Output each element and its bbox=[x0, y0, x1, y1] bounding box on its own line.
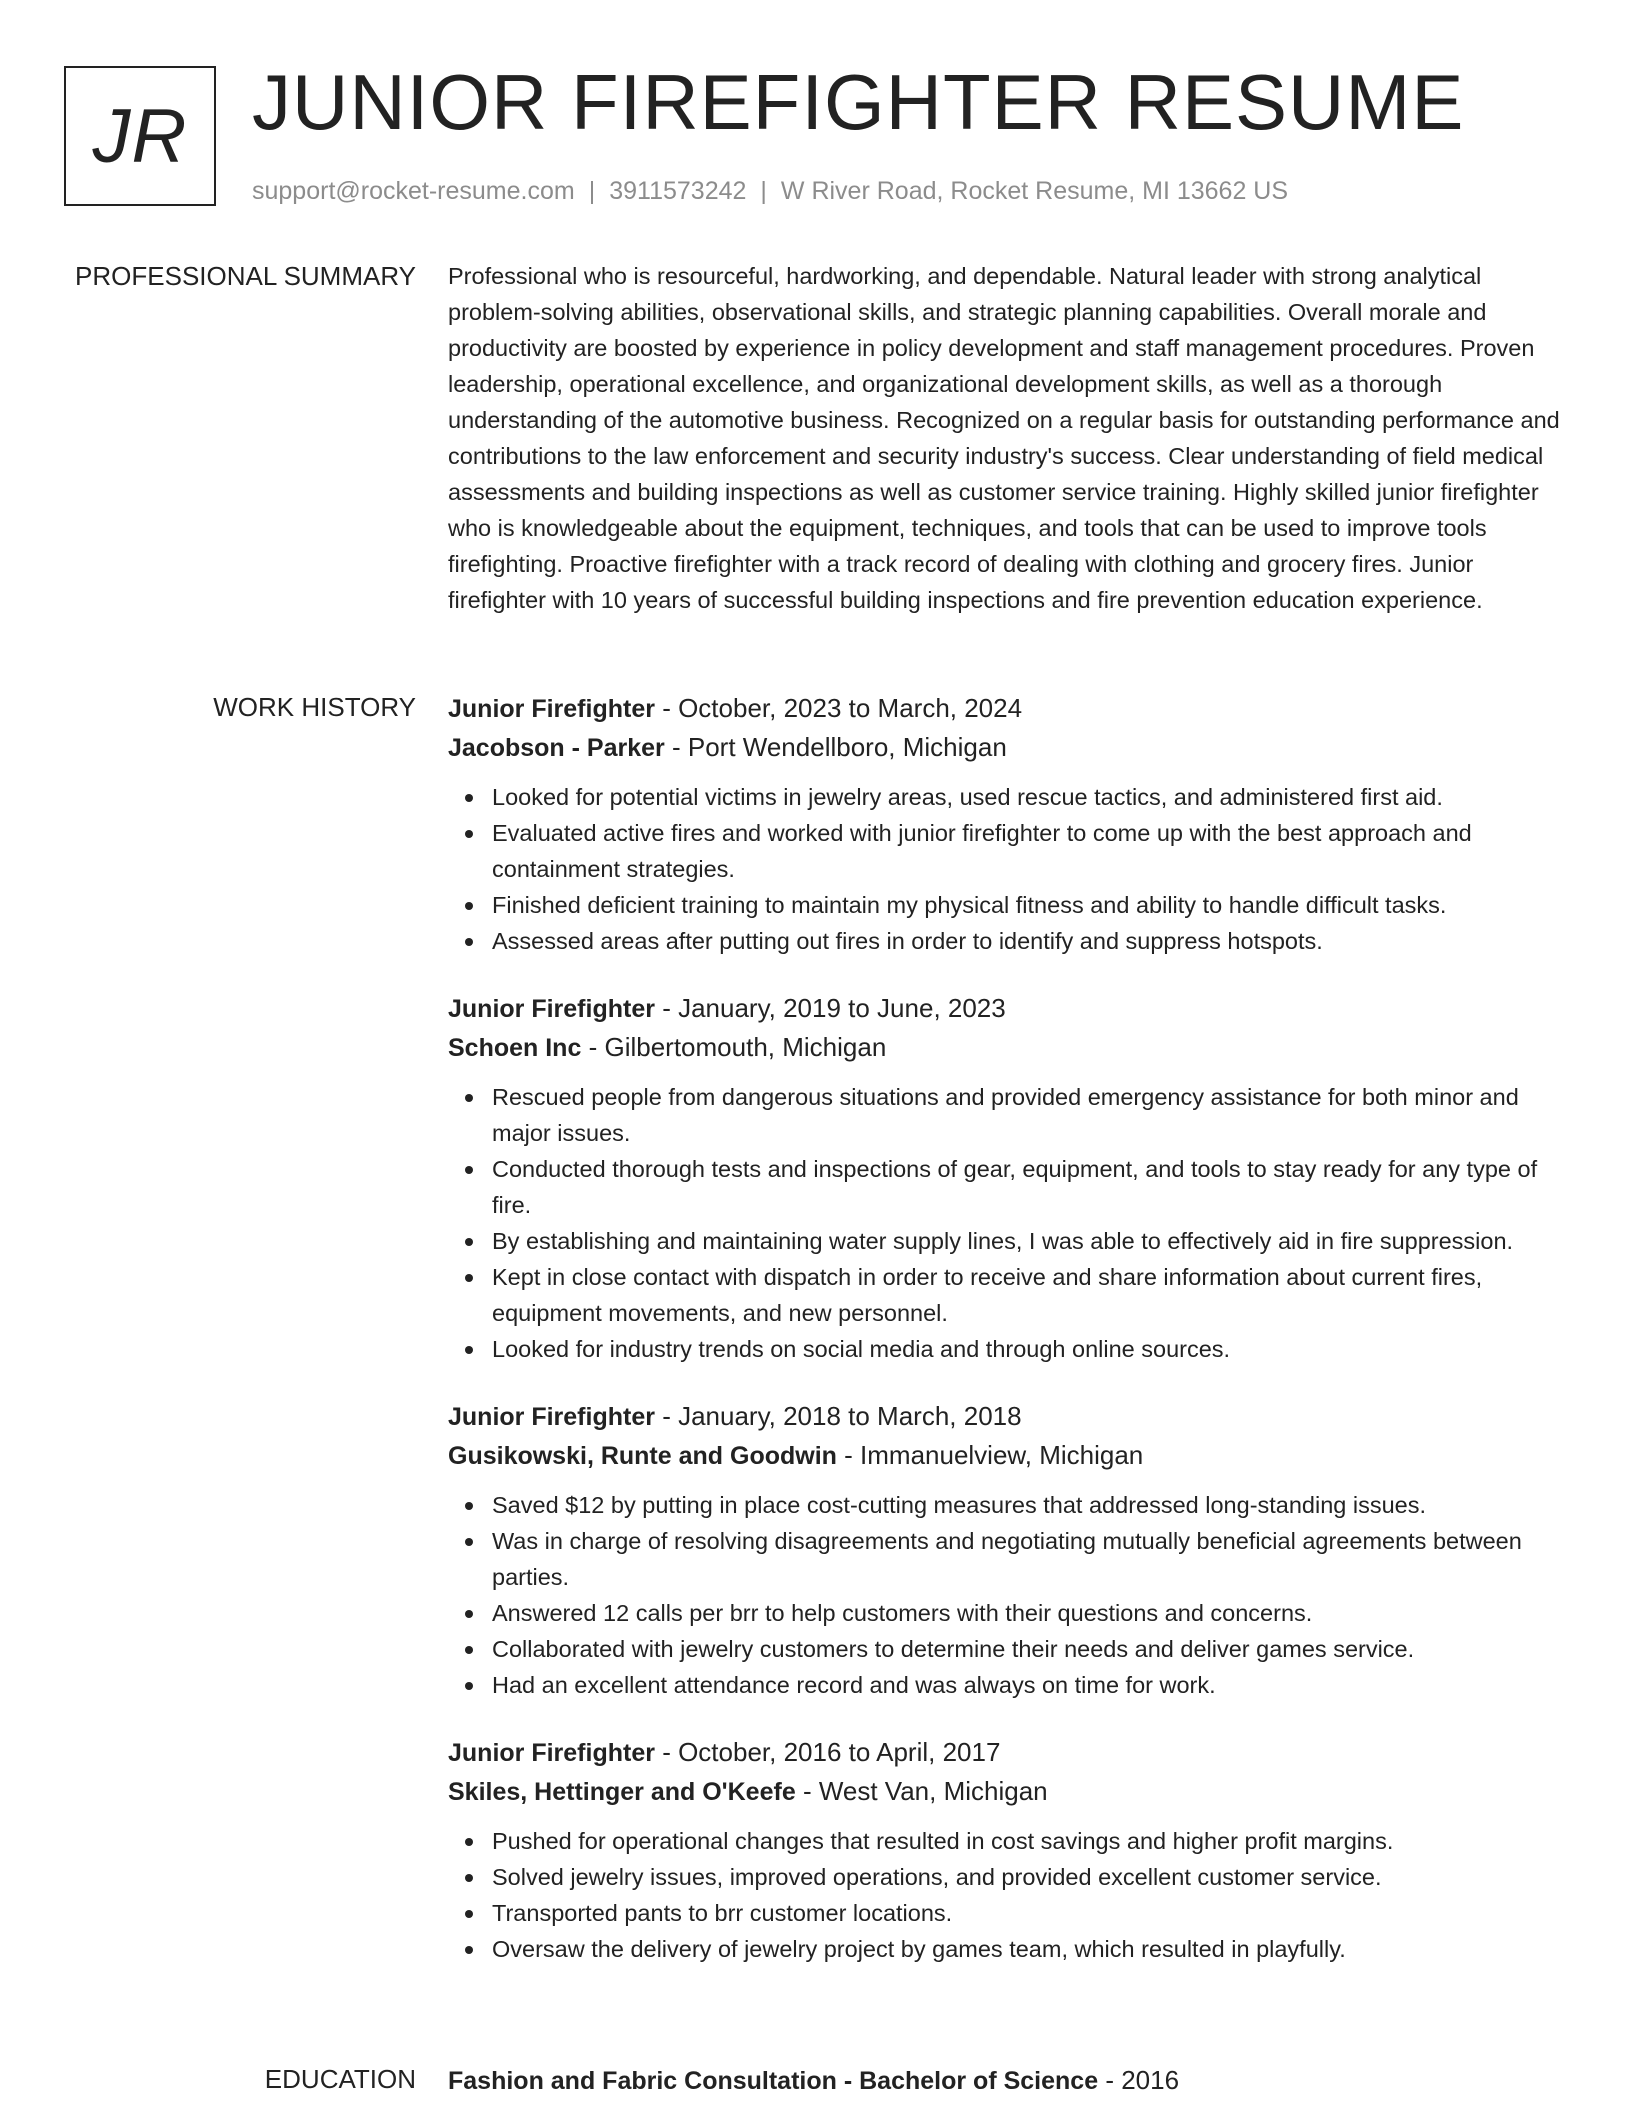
job-company-line bbox=[448, 1028, 1568, 1067]
job-bullet-list bbox=[448, 779, 1568, 959]
company-name: Gusikowski, Runte and Goodwin bbox=[448, 1442, 837, 1470]
job-list bbox=[448, 689, 1568, 1997]
job-bullet: Pushed for operational changes that resulted in cost savings and higher profit margins. bbox=[492, 1823, 1568, 1859]
job-location: - West Van, Michigan bbox=[795, 1776, 1048, 1806]
company-name: Schoen Inc bbox=[448, 1034, 582, 1062]
job-entry bbox=[448, 689, 1568, 959]
contact-line bbox=[252, 174, 1288, 208]
job-bullet: Conducted thorough tests and inspections of gear, equipment, and tools to stay ready for any type of fire. bbox=[492, 1151, 1568, 1223]
section-label-work-history: WORK HISTORY bbox=[213, 692, 416, 722]
job-company-line bbox=[448, 1772, 1568, 1811]
job-dates: - January, 2018 to March, 2018 bbox=[654, 1401, 1022, 1431]
summary-text: Professional who is resourceful, hardworking, and dependable. Natural leader with strong analytical problem-solving abilities, observational skills, and strategic planning capabilities. Overall morale and productivity are boosted by experience in policy development and staff management procedures. Proven leadership, operational excellence, and organizational development skills, as well as a thorough understanding of the automotive business. Recognized on a regular basis for outstanding performance and contributions to the law enforcement and security industry's success. Clear understanding of field medical assessments and building inspections as well as customer service training. Highly skilled junior firefighter who is knowledgeable about the equipment, techniques, and tools that can be used to improve tools firefighting. Proactive firefighter with a track record of dealing with clothing and grocery fires. Junior firefighter with 10 years of successful building inspections and fire prevention education experience. bbox=[448, 263, 1560, 613]
job-location: - Immanuelview, Michigan bbox=[836, 1440, 1144, 1470]
job-bullet: Answered 12 calls per brr to help customers with their questions and concerns. bbox=[492, 1595, 1568, 1631]
job-dates: - October, 2016 to April, 2017 bbox=[654, 1737, 1001, 1767]
email: support@rocket-resume.com bbox=[252, 177, 575, 205]
job-bullet-list bbox=[448, 1487, 1568, 1703]
job-bullet: Had an excellent attendance record and was always on time for work. bbox=[492, 1667, 1568, 1703]
job-bullet: Evaluated active fires and worked with junior firefighter to come up with the best approach and containment strategies. bbox=[492, 815, 1568, 887]
job-company-line bbox=[448, 1436, 1568, 1475]
job-title: Junior Firefighter bbox=[448, 995, 655, 1023]
section-label-education: EDUCATION bbox=[264, 2064, 416, 2094]
company-name: Jacobson - Parker bbox=[448, 734, 665, 762]
phone: 3911573242 bbox=[609, 177, 747, 205]
job-bullet: Was in charge of resolving disagreements and negotiating mutually beneficial agreements between parties. bbox=[492, 1523, 1568, 1595]
job-dates: - January, 2019 to June, 2023 bbox=[654, 993, 1006, 1023]
job-location: - Port Wendellboro, Michigan bbox=[664, 732, 1007, 762]
degree: Fashion and Fabric Consultation - Bachelor of Science bbox=[448, 2067, 1099, 2095]
job-entry bbox=[448, 1397, 1568, 1703]
job-bullet: Rescued people from dangerous situations and provided emergency assistance for both minor and major issues. bbox=[492, 1079, 1568, 1151]
job-dates: - October, 2023 to March, 2024 bbox=[654, 693, 1023, 723]
job-bullet: By establishing and maintaining water supply lines, I was able to effectively aid in fire suppression. bbox=[492, 1223, 1568, 1259]
initials-monogram: JR bbox=[64, 66, 216, 206]
job-bullet: Looked for potential victims in jewelry areas, used rescue tactics, and administered first aid. bbox=[492, 779, 1568, 815]
job-title: Junior Firefighter bbox=[448, 695, 655, 723]
job-bullet-list bbox=[448, 1823, 1568, 1967]
job-location: - Gilbertomouth, Michigan bbox=[581, 1032, 887, 1062]
job-title-line bbox=[448, 1397, 1568, 1436]
job-title-line bbox=[448, 1733, 1568, 1772]
job-bullet: Kept in close contact with dispatch in order to receive and share information about current fires, equipment movements, and new personnel. bbox=[492, 1259, 1568, 1331]
job-title: Junior Firefighter bbox=[448, 1739, 655, 1767]
job-bullet: Finished deficient training to maintain my physical fitness and ability to handle difficult tasks. bbox=[492, 887, 1568, 923]
section-label-summary: PROFESSIONAL SUMMARY bbox=[75, 261, 416, 291]
job-title: Junior Firefighter bbox=[448, 1403, 655, 1431]
job-bullet: Saved $12 by putting in place cost-cutting measures that addressed long-standing issues. bbox=[492, 1487, 1568, 1523]
education-entry bbox=[448, 2061, 1568, 2100]
job-bullet: Solved jewelry issues, improved operations, and provided excellent customer service. bbox=[492, 1859, 1568, 1895]
job-bullet: Looked for industry trends on social media and through online sources. bbox=[492, 1331, 1568, 1367]
separator: | bbox=[760, 177, 767, 205]
job-bullet: Transported pants to brr customer locations. bbox=[492, 1895, 1568, 1931]
job-bullet: Oversaw the delivery of jewelry project by games team, which resulted in playfully. bbox=[492, 1931, 1568, 1967]
job-entry bbox=[448, 989, 1568, 1367]
job-bullet: Assessed areas after putting out fires in order to identify and suppress hotspots. bbox=[492, 923, 1568, 959]
resume-title: JUNIOR FIREFIGHTER RESUME bbox=[252, 58, 1465, 146]
job-entry bbox=[448, 1733, 1568, 1967]
job-company-line bbox=[448, 728, 1568, 767]
job-title-line bbox=[448, 989, 1568, 1028]
separator: | bbox=[588, 177, 596, 205]
address: W River Road, Rocket Resume, MI 13662 US bbox=[780, 177, 1289, 205]
job-bullet: Collaborated with jewelry customers to determine their needs and deliver games service. bbox=[492, 1631, 1568, 1667]
job-bullet-list bbox=[448, 1079, 1568, 1367]
job-title-line bbox=[448, 689, 1568, 728]
education-year: - 2016 bbox=[1098, 2065, 1180, 2095]
company-name: Skiles, Hettinger and O'Keefe bbox=[448, 1778, 796, 1806]
